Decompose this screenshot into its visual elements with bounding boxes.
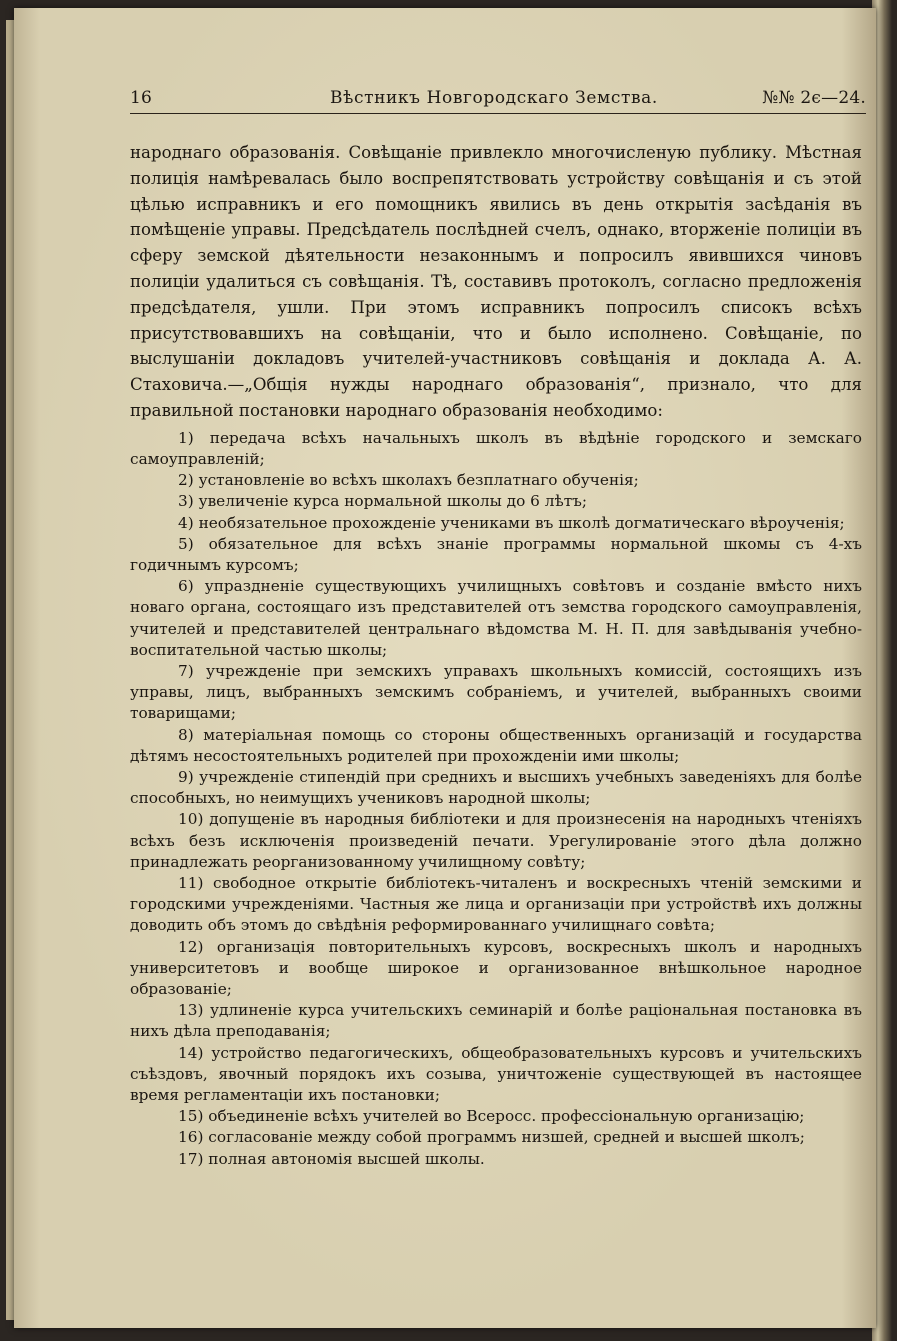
list-item: 17) полная автономія высшей школы. xyxy=(178,1149,485,1168)
list-item: 12) организація повторительныхъ курсовъ, воскресныхъ школъ и народныхъ университетовъ и вообще широкое и организованное внѣшкольное народное образованіе; xyxy=(130,937,862,999)
list-item: 6) упраздненіе существующихъ училищныхъ совѣтовъ и созданіе вмѣсто нихъ новаго органа, состоящаго изъ представителей отъ земства городского самоуправленія, учителей и представителей центральнаго вѣдомства М. Н. П. для завѣдыванія учебно-воспитательной частью школы; xyxy=(130,577,862,659)
list-item: 9) учрежденіе стипендій при среднихъ и высшихъ учебныхъ заведеніяхъ для болѣе способныхъ, но неимущихъ учениковъ народной школы; xyxy=(130,768,862,808)
article-body xyxy=(130,140,862,1170)
list-item: 13) удлиненіе курса учительскихъ семинарій и болѣе раціональная постановка въ нихъ дѣла преподаванія; xyxy=(130,1001,862,1041)
list-item: 2) установленіе во всѣхъ школахъ безплатнаго обученія; xyxy=(178,471,639,490)
list-item: 5) обязательное для всѣхъ знаніе программы нормальной шкомы съ 4-хъ годичнымъ курсомъ; xyxy=(130,534,862,574)
list-item: 11) свободное открытіе библіотекъ-читаленъ и воскресныхъ чтеній земскими и городскими учрежденіями. Частныя же лица и организаціи при устройствѣ ихъ должны доводить объ этомъ до свѣдѣнія реформированнаго училищнаго совѣта; xyxy=(130,874,862,935)
list-item: 4) необязательное прохожденіе учениками въ школѣ догматическаго вѣроученія; xyxy=(178,513,845,532)
list-item: 10) допущеніе въ народныя библіотеки и для произнесенія на народныхъ чтеніяхъ всѣхъ безъ исключенія произведеній печати. Урегулированіе этого дѣла должно принадлежать реорганизованному училищному совѣту; xyxy=(130,810,862,871)
list-item: 3) увеличеніе курса нормальной школы до 6 лѣтъ; xyxy=(178,492,588,511)
running-header xyxy=(130,88,866,112)
intro-paragraph: народнаго образованія. Совѣщаніе привлекло многочисленую публику. Мѣстная полиція намѣревалась было воспрепятствовать устройству совѣщанія и съ этой цѣлью исправникъ и его помощникъ явились въ день открытія засѣданія въ помѣщеніе управы. Предсѣдатель послѣдней счелъ, однако, вторженіе полиціи въ сферу земской дѣятельности незаконнымъ и попросилъ явившихся чиновъ полиціи удалиться съ совѣщанія. Тѣ, составивъ протоколъ, согласно предложенія предсѣдателя, ушли. При этомъ исправникъ попросилъ списокъ всѣхъ присутствовавшихъ на совѣщаніи, что и было исполнено. Совѣщаніе, по выслушаніи докладовъ учителей-участниковъ совѣщанія и доклада А. А. Стаховича.—„Общія нужды народнаго образованія“, признало, что для правильной постановки народнаго образованія необходимо: xyxy=(130,143,862,420)
page-number: 16 xyxy=(130,88,153,108)
list-item: 8) матеріальная помощь со стороны общественныхъ организацій и государства дѣтямъ несостоятельныхъ родителей при прохожденіи ими школы; xyxy=(130,725,862,765)
resolution-list xyxy=(130,428,862,1170)
header-rule xyxy=(130,113,866,114)
list-item: 14) устройство педагогическихъ, общеобразовательныхъ курсовъ и учительскихъ съѣздовъ, явочный порядокъ ихъ созыва, уничтоженіе существующей въ настоящее время регламентаціи ихъ постановки; xyxy=(130,1043,862,1105)
journal-title: Вѣстникъ Новгородскаго Земства. xyxy=(330,88,658,108)
issue-number: №№ 2є—24. xyxy=(762,88,866,108)
list-item: 1) передача всѣхъ начальныхъ школъ въ вѣдѣніе городского и земскаго самоуправленій; xyxy=(130,428,862,468)
list-item: 7) учрежденіе при земскихъ управахъ школьныхъ комиссій, состоящихъ изъ управы, лицъ, выбранныхъ земскимъ собраніемъ, и учителей, выбранныхъ своими товарищами; xyxy=(130,662,862,723)
list-item: 16) согласованіе между собой программъ низшей, средней и высшей школъ; xyxy=(178,1128,805,1147)
list-item: 15) объединеніе всѣхъ учителей во Всеросс. профессіональную организацію; xyxy=(178,1107,805,1126)
